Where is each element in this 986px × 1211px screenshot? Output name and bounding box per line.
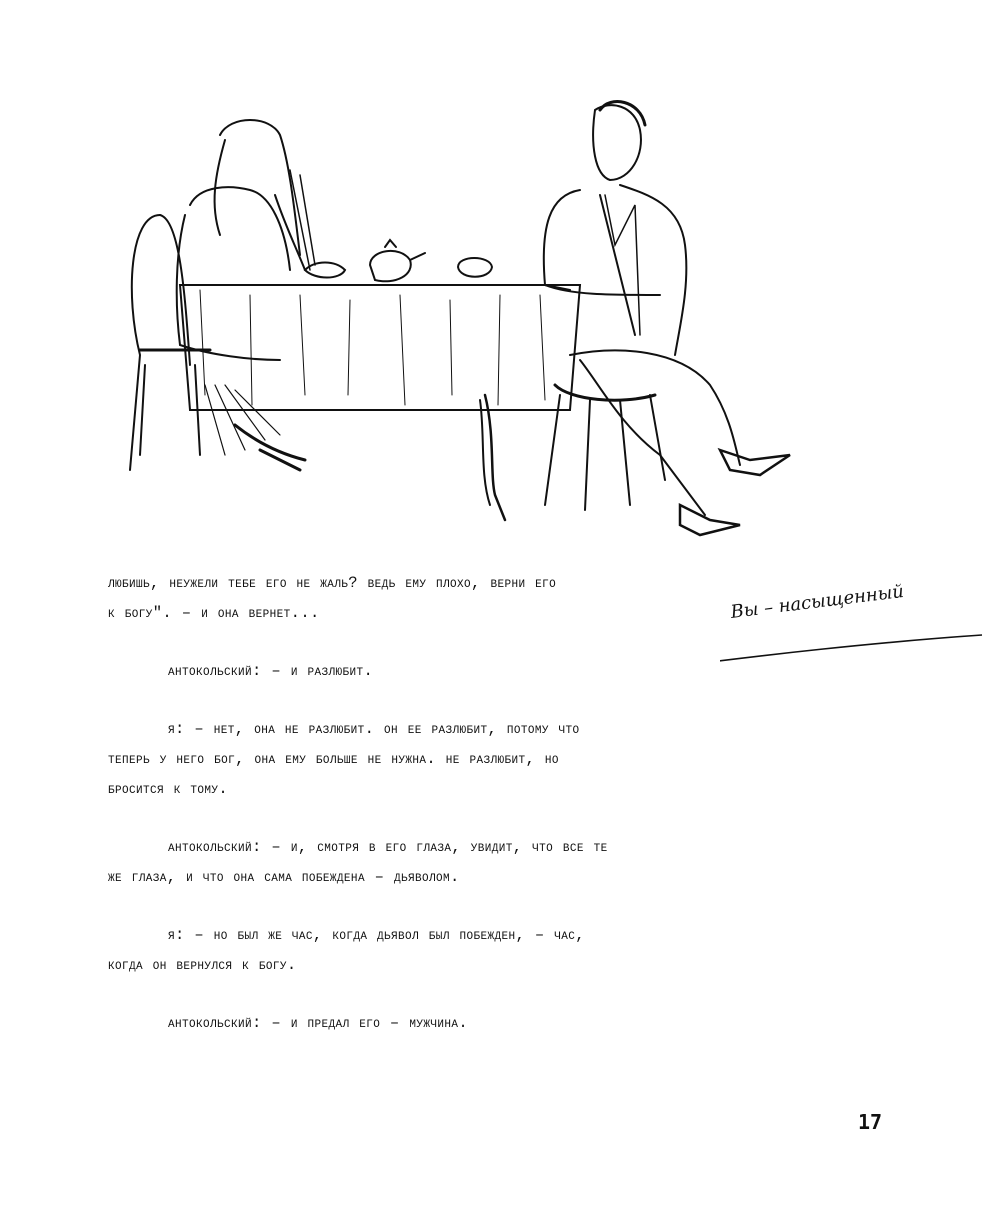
- page-number: 17: [858, 1110, 883, 1134]
- dialogue-text: [108, 568, 808, 1038]
- handwritten-annotation: [720, 580, 986, 680]
- handwritten-note: Вы – насыщенный: [729, 580, 905, 623]
- text-line: к богу". – и она вернет...: [108, 604, 320, 622]
- text-line: теперь у него бог, она ему больше не нужна. не разлюбит, но: [108, 750, 559, 768]
- text-line: бросится к тому.: [108, 780, 229, 798]
- text-line: антокольский: – и, смотря в его глаза, увидит, что все те: [168, 838, 608, 856]
- sketch-svg: [100, 95, 820, 545]
- text-line: же глаза, и что она сама побеждена – дьяволом.: [108, 868, 460, 886]
- ink-sketch-illustration: [100, 95, 820, 545]
- text-line: любишь, неужели тебе его не жаль? ведь ему плохо, верни его: [108, 574, 557, 592]
- text-line: я: – но был же час, когда дьявол был побежден, – час,: [168, 926, 585, 944]
- text-line: когда он вернулся к богу.: [108, 956, 297, 974]
- text-line: я: – нет, она не разлюбит. он ее разлюбит, потому что: [168, 720, 580, 738]
- text-line: антокольский: – и предал его – мужчина.: [168, 1014, 469, 1032]
- text-line: антокольский: – и разлюбит.: [168, 662, 374, 680]
